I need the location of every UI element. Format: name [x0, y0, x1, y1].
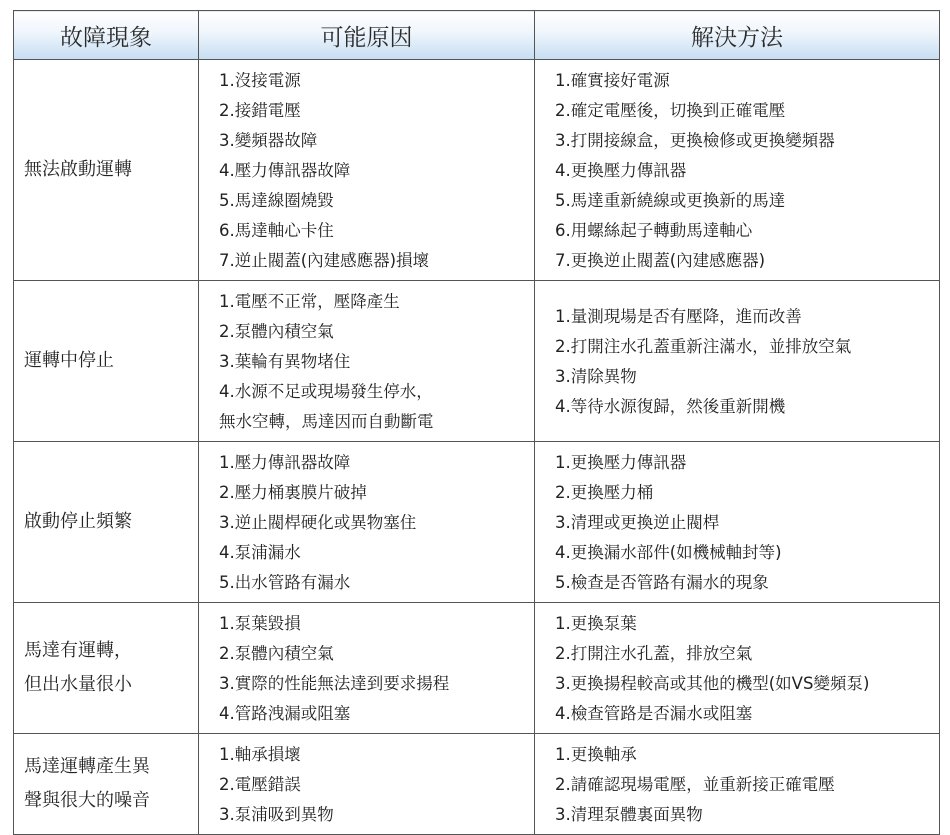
cause-cell — [199, 734, 535, 835]
symptom-line: 啟動停止頻繁 — [24, 511, 132, 532]
solution-line: 7.更換逆止閥蓋(內建感應器) — [555, 251, 766, 270]
cause-line: 3.逆止閥桿硬化或異物塞住 — [219, 513, 417, 532]
table-row — [14, 442, 940, 603]
solution-line: 4.更換壓力傳訊器 — [555, 161, 687, 180]
cause-line: 7.逆止閥蓋(內建感應器)損壞 — [219, 251, 430, 270]
solution-cell — [535, 281, 940, 442]
solution-line: 3.清理泵體裏面異物 — [555, 805, 703, 824]
solution-line: 4.更換漏水部件(如機械軸封等) — [555, 543, 782, 562]
table-body — [14, 60, 940, 835]
cause-line: 4.壓力傳訊器故障 — [219, 161, 351, 180]
solution-line: 1.更換泵葉 — [555, 614, 637, 633]
solution-line: 3.更換揚程較高或其他的機型(如VS變頻泵) — [555, 674, 870, 693]
cause-line: 2.泵體內積空氣 — [219, 644, 334, 663]
cause-line: 1.沒接電源 — [219, 71, 301, 90]
header-row — [14, 11, 940, 60]
table-row — [14, 734, 940, 835]
symptom-line: 運轉中停止 — [24, 350, 114, 371]
solution-line: 1.確實接好電源 — [555, 71, 670, 90]
solution-line: 3.清理或更換逆止閥桿 — [555, 513, 720, 532]
solution-line: 2.打開注水孔蓋，排放空氣 — [555, 644, 753, 663]
header-symptom: 故障現象 — [14, 11, 199, 60]
solution-line: 6.用螺絲起子轉動馬達軸心 — [555, 221, 753, 240]
solution-line: 2.更換壓力桶 — [555, 483, 654, 502]
solution-line: 3.清除異物 — [555, 367, 637, 386]
cause-line: 4.泵浦漏水 — [219, 543, 301, 562]
symptom-cell — [14, 603, 199, 734]
symptom-cell — [14, 60, 199, 281]
cause-line: 3.葉輪有異物堵住 — [219, 352, 351, 371]
symptom-line: 馬達有運轉， — [24, 640, 132, 661]
solution-line: 2.確定電壓後，切換到正確電壓 — [555, 101, 786, 120]
solution-line: 5.檢查是否管路有漏水的現象 — [555, 573, 769, 592]
cause-line: 3.泵浦吸到異物 — [219, 805, 334, 824]
symptom-cell — [14, 281, 199, 442]
symptom-cell — [14, 442, 199, 603]
solution-line: 1.量測現場是否有壓降，進而改善 — [555, 307, 802, 326]
solution-line: 1.更換軸承 — [555, 745, 637, 764]
header-solutions: 解決方法 — [535, 11, 940, 60]
solution-line: 3.打開接線盒，更換檢修或更換變頻器 — [555, 131, 835, 150]
cause-line: 2.泵體內積空氣 — [219, 322, 334, 341]
cause-line: 4.水源不足或現場發生停水， — [219, 382, 433, 401]
cause-cell — [199, 603, 535, 734]
table-row — [14, 60, 940, 281]
symptom-line: 無法啟動運轉 — [24, 159, 132, 180]
cause-line: 2.接錯電壓 — [219, 101, 301, 120]
cause-line: 2.壓力桶裏膜片破掉 — [219, 483, 367, 502]
cause-line: 5.馬達線圈燒毀 — [219, 191, 334, 210]
cause-line: 1.軸承損壞 — [219, 745, 301, 764]
symptom-cell — [14, 734, 199, 835]
cause-line: 5.出水管路有漏水 — [219, 573, 351, 592]
cause-line: 1.泵葉毀損 — [219, 614, 301, 633]
cause-line: 6.馬達軸心卡住 — [219, 221, 334, 240]
symptom-line: 馬達運轉產生異 — [24, 756, 150, 777]
cause-cell — [199, 281, 535, 442]
cause-line: 3.實際的性能無法達到要求揚程 — [219, 674, 450, 693]
solution-cell — [535, 60, 940, 281]
cause-cell — [199, 442, 535, 603]
troubleshooting-table — [13, 10, 940, 835]
table-row — [14, 281, 940, 442]
solution-line: 4.檢查管路是否漏水或阻塞 — [555, 704, 753, 723]
symptom-line: 但出水量很小 — [24, 674, 132, 695]
cause-cell — [199, 60, 535, 281]
solution-cell — [535, 734, 940, 835]
cause-line: 1.壓力傳訊器故障 — [219, 453, 351, 472]
cause-line: 4.管路洩漏或阻塞 — [219, 704, 351, 723]
solution-line: 1.更換壓力傳訊器 — [555, 453, 687, 472]
solution-line: 2.打開注水孔蓋重新注滿水，並排放空氣 — [555, 337, 852, 356]
solution-line: 4.等待水源復歸，然後重新開機 — [555, 397, 786, 416]
cause-line: 無水空轉，馬達因而自動斷電 — [219, 412, 434, 431]
solution-line: 2.請確認現場電壓，並重新接正確電壓 — [555, 775, 835, 794]
table-row — [14, 603, 940, 734]
solution-cell — [535, 442, 940, 603]
cause-line: 1.電壓不正常，壓降產生 — [219, 292, 400, 311]
solution-cell — [535, 603, 940, 734]
cause-line: 3.變頻器故障 — [219, 131, 318, 150]
header-causes: 可能原因 — [199, 11, 535, 60]
symptom-line: 聲與很大的噪音 — [24, 790, 150, 811]
cause-line: 2.電壓錯誤 — [219, 775, 301, 794]
solution-line: 5.馬達重新繞線或更換新的馬達 — [555, 191, 786, 210]
